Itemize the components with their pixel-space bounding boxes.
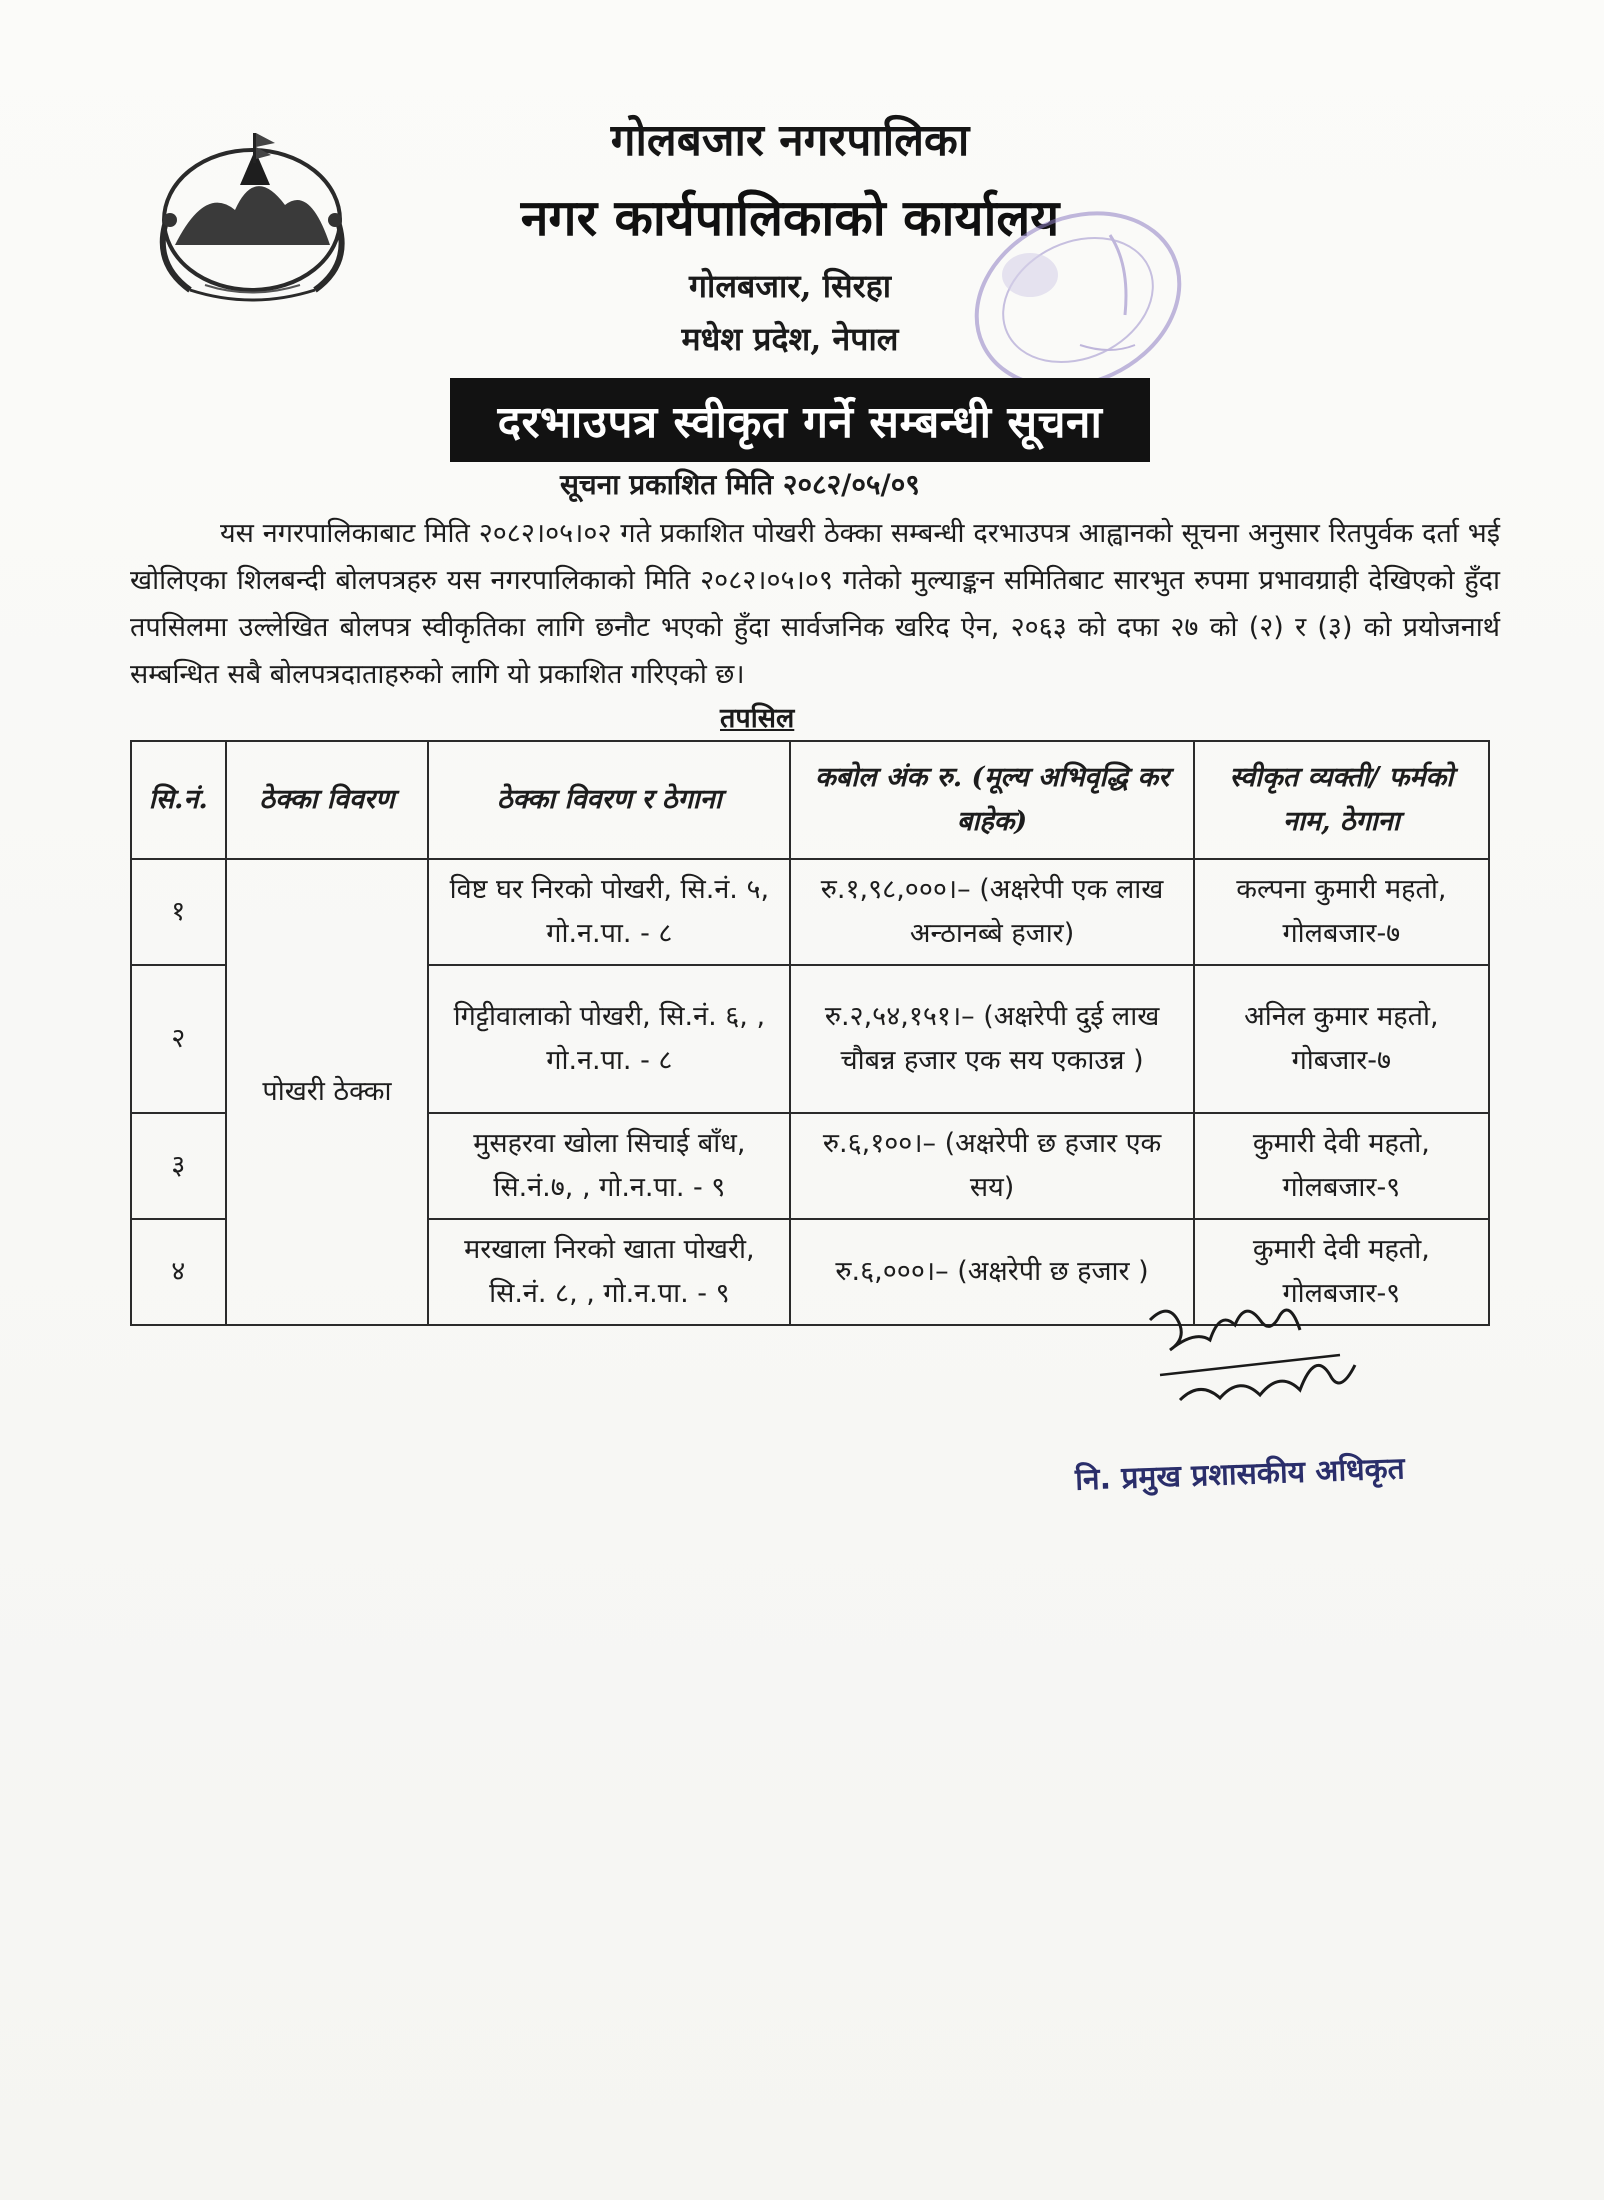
row-winner: कुमारी देवी महतो, गोलबजार-९ bbox=[1194, 1113, 1489, 1219]
nepal-emblem-icon bbox=[145, 125, 360, 305]
province-name: मधेश प्रदेश, नेपाल bbox=[681, 320, 899, 358]
office-address: गोलबजार, सिरहा bbox=[689, 267, 891, 305]
row-winner: अनिल कुमार महतो, गोबजार-७ bbox=[1194, 965, 1489, 1113]
notice-body: यस नगरपालिकाबाट मिति २०८२।०५।०२ गते प्रकाशित पोखरी ठेक्का सम्बन्धी दरभाउपत्र आह्वानको सूचना अनुसार रितपुर्वक दर्ता भई खोलिएका शिलबन्दी बोलपत्रहरु यस नगरपालिकाको मिति २०८२।०५।०९ गतेको मुल्याङ्कन समितिबाट सारभुत रुपमा प्रभावग्राही देखिएको हुँदा तपसिलमा उल्लेखित बोलपत्र स्वीकृतिका लागि छनौट भएको हुँदा सार्वजनिक खरिद ऐन, २०६३ को दफा २७ को (२) र (३) को प्रयोजनार्थ सम्बन्धित सबै बोलपत्रदाताहरुको लागि यो प्रकाशित गरिएको छ। bbox=[130, 518, 1500, 690]
notice-title: दरभाउपत्र स्वीकृत गर्ने सम्बन्धी सूचना bbox=[497, 397, 1103, 448]
row-sn: ३ bbox=[131, 1113, 226, 1219]
row-amount: रु.६,१००।– (अक्षरेपी छ हजार एक सय) bbox=[790, 1113, 1193, 1219]
officer-title: नि. प्रमुख प्रशासकीय अधिकृत bbox=[1074, 1451, 1406, 1498]
header-winner: स्वीकृत व्यक्ती/ फर्मको नाम, ठेगाना bbox=[1194, 741, 1489, 859]
row-amount: रु.१,९८,०००।– (अक्षरेपी एक लाख अन्ठानब्बे हजार) bbox=[790, 859, 1193, 965]
publish-date: सूचना प्रकाशित मिति २०८२/०५/०९ bbox=[560, 468, 920, 501]
row-sn: ४ bbox=[131, 1219, 226, 1325]
signature-icon bbox=[1140, 1280, 1370, 1420]
row-winner: कल्पना कुमारी महतो, गोलबजार-७ bbox=[1194, 859, 1489, 965]
table-caption: तपसिल bbox=[720, 703, 795, 734]
row-description: विष्ट घर निरको पोखरी, सि.नं. ५, गो.न.पा. - ८ bbox=[428, 859, 790, 965]
office-name: नगर कार्यपालिकाको कार्यालय bbox=[520, 188, 1060, 247]
header-description: ठेक्का विवरण र ठेगाना bbox=[428, 741, 790, 859]
row-amount: रु.६,०००।– (अक्षरेपी छ हजार ) bbox=[790, 1219, 1193, 1325]
row-winner: कुमारी देवी महतो, गोलबजार-९ bbox=[1194, 1219, 1489, 1325]
header-sn: सि.नं. bbox=[131, 741, 226, 859]
row-sn: २ bbox=[131, 965, 226, 1113]
municipality-name: गोलबजार नगरपालिका bbox=[610, 115, 970, 166]
notice-title-banner bbox=[450, 378, 1150, 462]
row-description: गिट्टीवालाको पोखरी, सि.नं. ६, , गो.न.पा. - ८ bbox=[428, 965, 790, 1113]
row-description: मरखाला निरको खाता पोखरी, सि.नं. ८, , गो.न.पा. - ९ bbox=[428, 1219, 790, 1325]
row-description: मुसहरवा खोला सिचाई बाँध, सि.नं.७, , गो.न.पा. - ९ bbox=[428, 1113, 790, 1219]
table-row bbox=[131, 859, 1489, 965]
award-table bbox=[130, 740, 1490, 1326]
contract-type-cell: पोखरी ठेक्का bbox=[226, 859, 429, 1325]
header-contract-type: ठेक्का विवरण bbox=[226, 741, 429, 859]
header-amount: कबोल अंक रु. (मूल्य अभिवृद्धि कर बाहेक) bbox=[790, 741, 1193, 859]
office-seal-icon bbox=[960, 205, 1195, 395]
table-header-row bbox=[131, 741, 1489, 859]
row-sn: १ bbox=[131, 859, 226, 965]
row-amount: रु.२,५४,१५१।– (अक्षरेपी दुई लाख चौबन्न हजार एक सय एकाउन्न ) bbox=[790, 965, 1193, 1113]
